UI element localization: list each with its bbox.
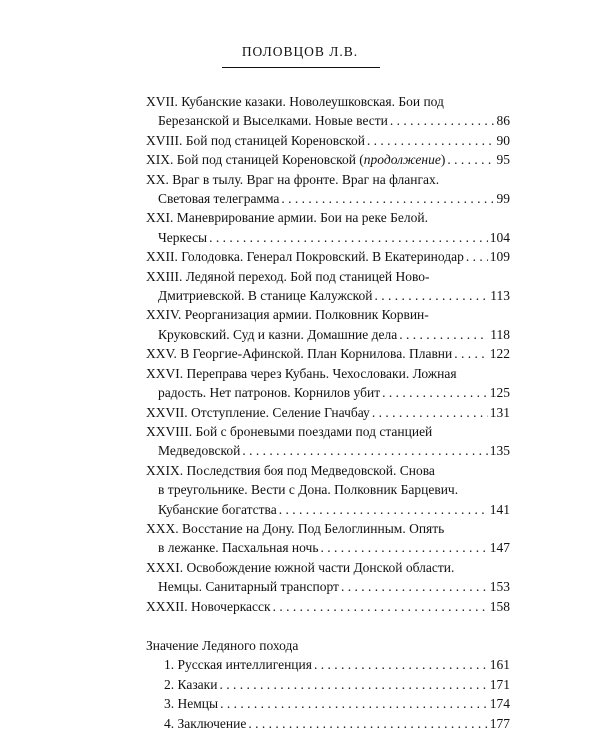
toc-line: XVII. Кубанские казаки. Новолеушковская. Бои под bbox=[146, 94, 444, 109]
chapter-title: радость. Нет патронов. Корнилов убит bbox=[158, 385, 381, 401]
page-number: 174 bbox=[489, 696, 510, 712]
dot-leader bbox=[382, 383, 488, 402]
section-item bbox=[146, 655, 510, 674]
toc-entry bbox=[146, 364, 510, 403]
chapter-title: Березанской и Выселками. Новые вести bbox=[158, 113, 388, 129]
section-item bbox=[146, 694, 510, 713]
toc-line: XXXI. Освобождение южной части Донской области. bbox=[146, 559, 455, 575]
dot-leader bbox=[281, 189, 494, 208]
page-number: 86 bbox=[496, 113, 510, 129]
toc-line: XX. Враг в тылу. Враг на фронте. Враг на флангах. bbox=[146, 171, 440, 187]
chapter-title: Черкесы bbox=[158, 229, 208, 245]
page-number: 153 bbox=[489, 579, 510, 595]
chapter-title: XXXII. Новочеркасск bbox=[146, 598, 271, 614]
dot-leader bbox=[279, 500, 488, 519]
page-number: 171 bbox=[489, 676, 510, 692]
page-number: 118 bbox=[490, 326, 510, 342]
dot-leader bbox=[341, 577, 488, 596]
dot-leader bbox=[248, 714, 487, 733]
page-number: 90 bbox=[496, 132, 510, 148]
toc-line bbox=[146, 325, 510, 344]
toc-line bbox=[146, 286, 510, 305]
chapter-title: Дмитриевской. В станице Калужской bbox=[158, 288, 373, 304]
header-rule bbox=[222, 67, 380, 68]
dot-leader bbox=[466, 247, 488, 266]
toc-line bbox=[146, 383, 510, 402]
page-number: 104 bbox=[489, 229, 510, 245]
toc-line bbox=[146, 111, 510, 130]
chapter-title: Кубанские богатства bbox=[158, 501, 277, 517]
dot-leader bbox=[242, 441, 487, 460]
dot-leader bbox=[220, 694, 488, 713]
section-item-label: 4. Заключение bbox=[164, 715, 247, 731]
toc-line bbox=[146, 344, 510, 363]
toc-line: XXIV. Реорганизация армии. Полковник Корвин- bbox=[146, 307, 429, 323]
page-number: 147 bbox=[489, 540, 510, 556]
toc-line bbox=[146, 131, 510, 150]
toc-line: XXIII. Ледяной переход. Бой под станицей Ново- bbox=[146, 268, 430, 284]
dot-leader bbox=[273, 597, 488, 616]
toc-line bbox=[146, 500, 510, 519]
page-number: 95 bbox=[496, 152, 510, 168]
toc-entry bbox=[146, 92, 510, 131]
page-number: 109 bbox=[489, 249, 510, 265]
dot-leader bbox=[367, 131, 495, 150]
toc-line: XXIX. Последствия боя под Медведовской. Снова bbox=[146, 462, 435, 478]
toc-line bbox=[146, 150, 510, 169]
toc-entry bbox=[146, 519, 510, 558]
toc-entry bbox=[146, 422, 510, 461]
dot-leader bbox=[321, 538, 488, 557]
toc-line bbox=[146, 247, 510, 266]
page-number: 177 bbox=[489, 715, 510, 731]
chapter-title: XXII. Голодовка. Генерал Покровский. В Екатеринодар bbox=[146, 249, 464, 265]
toc-entry bbox=[146, 344, 510, 363]
page-number: 158 bbox=[489, 598, 510, 614]
toc-line bbox=[146, 228, 510, 247]
page-number: 131 bbox=[489, 404, 510, 420]
toc-entry bbox=[146, 208, 510, 247]
section-item-label: 1. Русская интеллигенция bbox=[164, 657, 312, 673]
section-item-label: 2. Казаки bbox=[164, 676, 218, 692]
toc-line: в треугольнике. Вести с Дона. Полковник Барцевич. bbox=[158, 482, 459, 498]
table-of-contents bbox=[146, 92, 510, 733]
dot-leader bbox=[375, 286, 489, 305]
chapter-title: XXVII. Отступление. Селение Гначбау bbox=[146, 404, 370, 420]
toc-line bbox=[146, 189, 510, 208]
running-header: ПОЛОВЦОВ Л.В. bbox=[241, 44, 359, 59]
toc-entry bbox=[146, 267, 510, 306]
dot-leader bbox=[209, 228, 488, 247]
toc-line: XXVIII. Бой с броневыми поездами под станцией bbox=[146, 423, 433, 439]
page-number: 113 bbox=[490, 288, 510, 304]
chapter-title: Круковский. Суд и казни. Домашние дела bbox=[158, 326, 398, 342]
toc-line bbox=[146, 441, 510, 460]
toc-line bbox=[146, 577, 510, 596]
toc-line bbox=[146, 538, 510, 557]
dot-leader bbox=[454, 344, 487, 363]
toc-entry bbox=[146, 247, 510, 266]
page-number: 99 bbox=[496, 191, 510, 207]
page-number: 161 bbox=[489, 657, 510, 673]
page-number: 135 bbox=[489, 443, 510, 459]
toc-entry bbox=[146, 150, 510, 169]
dot-leader bbox=[372, 403, 488, 422]
chapter-title: Медведовской bbox=[158, 443, 241, 459]
section-title: Значение Ледяного похода bbox=[146, 637, 299, 653]
dot-leader bbox=[314, 655, 488, 674]
toc-line: XXI. Маневрирование армии. Бои на реке Белой. bbox=[146, 210, 428, 226]
chapter-title: Немцы. Санитарный транспорт bbox=[158, 579, 339, 595]
toc-line bbox=[146, 597, 510, 616]
chapter-title: в лежанке. Пасхальная ночь bbox=[158, 540, 319, 556]
section-item bbox=[146, 714, 510, 733]
toc-entry bbox=[146, 170, 510, 209]
page-number: 125 bbox=[489, 385, 510, 401]
page-number: 141 bbox=[489, 501, 510, 517]
toc-entry bbox=[146, 597, 510, 616]
chapter-title: Световая телеграмма bbox=[158, 191, 280, 207]
chapter-title: XIX. Бой под станицей Кореновской (продолжение) bbox=[146, 152, 446, 168]
chapter-title: XXV. В Георгие-Афинской. План Корнилова. Плавни bbox=[146, 346, 453, 362]
chapter-title: XVIII. Бой под станицей Кореновской bbox=[146, 132, 365, 148]
section-item bbox=[146, 675, 510, 694]
section-item-label: 3. Немцы bbox=[164, 696, 219, 712]
dot-leader bbox=[219, 675, 487, 694]
toc-line: XXVI. Переправа через Кубань. Чехословаки. Ложная bbox=[146, 365, 457, 381]
dot-leader bbox=[390, 111, 495, 130]
dot-leader bbox=[399, 325, 488, 344]
page-number: 122 bbox=[489, 346, 510, 362]
dot-leader bbox=[447, 150, 494, 169]
toc-line bbox=[146, 403, 510, 422]
toc-entry bbox=[146, 558, 510, 597]
toc-entry bbox=[146, 461, 510, 519]
toc-entry bbox=[146, 131, 510, 150]
toc-line: XXX. Восстание на Дону. Под Белоглинным. Опять bbox=[146, 520, 445, 536]
toc-entry bbox=[146, 403, 510, 422]
toc-entry bbox=[146, 305, 510, 344]
